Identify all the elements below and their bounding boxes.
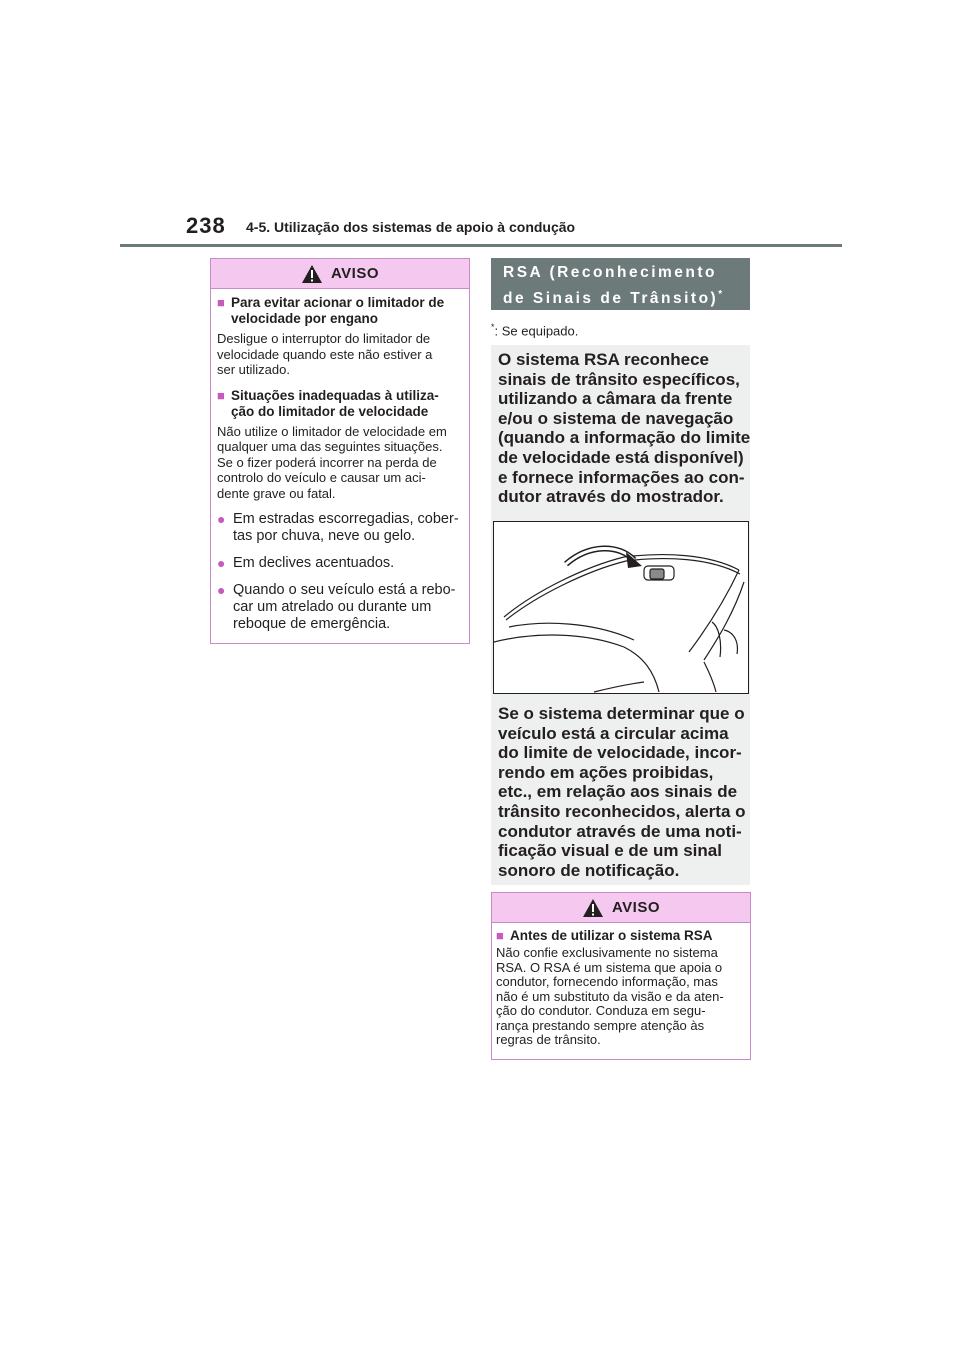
heading-line: Para evitar acionar o limitador de xyxy=(231,295,445,310)
body-line: velocidade quando este não estiver a xyxy=(217,346,433,362)
heading-line: velocidade por engano xyxy=(231,311,379,326)
text-line: dutor através do mostrador. xyxy=(498,487,724,507)
text-line: veículo está a circular acima xyxy=(498,723,729,743)
rsa-alert-text xyxy=(498,704,746,880)
body-line: Desligue o interruptor do limitador de xyxy=(217,331,431,346)
warning-label: AVISO xyxy=(330,265,380,282)
heading-line: RSA (Reconhecimento xyxy=(503,264,718,281)
circle-bullet-icon: ● xyxy=(217,511,226,527)
list-item xyxy=(217,555,463,572)
body-line: não é um substituto da visão e da aten- xyxy=(496,988,724,1004)
body-line: dente grave ou fatal. xyxy=(217,485,336,501)
item-line: Em estradas escorregadias, cober- xyxy=(233,511,459,527)
warning-header xyxy=(211,259,469,289)
text-line: utilizando a câmara da frente xyxy=(498,389,733,409)
warning-body xyxy=(217,424,463,502)
warning-section-heading xyxy=(217,388,463,420)
page-number: 238 xyxy=(186,213,226,238)
car-windshield-drawing xyxy=(494,522,748,693)
circle-bullet-icon: ● xyxy=(217,555,226,571)
warning-label: AVISO xyxy=(611,899,661,916)
rsa-section-heading xyxy=(491,258,750,310)
footnote-text: : Se equipado. xyxy=(494,323,579,339)
heading-line: Situações inadequadas à utiliza- xyxy=(231,387,439,403)
square-bullet-icon: ■ xyxy=(496,928,504,943)
warning-box-left xyxy=(210,258,470,644)
warning-triangle-icon xyxy=(582,898,604,918)
footnote xyxy=(491,322,578,338)
warning-triangle-icon xyxy=(301,264,323,284)
body-line: ção do condutor. Conduza em segu- xyxy=(496,1003,706,1018)
heading-line: de Sinais de Trânsito) xyxy=(503,290,719,308)
list-item xyxy=(217,511,463,545)
body-line: RSA. O RSA é um sistema que apoia o xyxy=(496,959,723,975)
text-line: ficação visual e de um sinal xyxy=(498,841,722,861)
text-line: rendo em ações proibidas, xyxy=(498,762,714,782)
body-line: Não confie exclusivamente no sistema xyxy=(496,945,718,960)
section-title: 4-5. Utilização dos sistemas de apoio à condução xyxy=(246,219,576,235)
text-line: do limite de velocidade, incor- xyxy=(498,743,742,763)
square-bullet-icon: ■ xyxy=(217,295,225,310)
rsa-intro-text xyxy=(498,350,750,507)
heading-line: Antes de utilizar o sistema RSA xyxy=(510,928,713,943)
list-item xyxy=(217,582,463,633)
body-line: regras de trânsito. xyxy=(496,1032,601,1047)
body-line: qualquer uma das seguintes situações. xyxy=(217,439,443,454)
warning-section-heading xyxy=(217,295,463,327)
body-line: Se o fizer poderá incorrer na perda de xyxy=(217,454,437,470)
square-bullet-icon: ■ xyxy=(217,387,225,403)
warning-box-right xyxy=(491,892,751,1060)
circle-bullet-icon: ● xyxy=(217,582,226,598)
text-line: Se o sistema determinar que o xyxy=(498,704,745,723)
body-line: Não utilize o limitador de velocidade em xyxy=(217,423,447,439)
windshield-camera-illustration xyxy=(493,521,749,694)
warning-section-heading xyxy=(496,928,744,944)
text-line: O sistema RSA reconhece xyxy=(498,350,710,369)
body-line: rança prestando sempre atenção às xyxy=(496,1017,705,1033)
warning-header xyxy=(492,893,750,923)
text-line: trânsito reconhecidos, alerta o xyxy=(498,801,746,821)
heading-line: ção do limitador de velocidade xyxy=(231,403,429,419)
body-line: condutor, fornecendo informação, mas xyxy=(496,974,718,989)
body-line: controlo do veículo e causar um aci- xyxy=(217,470,426,485)
text-line: sinais de trânsito específicos, xyxy=(498,369,740,389)
footnote-mark: * xyxy=(491,322,495,332)
item-line: reboque de emergência. xyxy=(233,616,391,632)
text-line: condutor através de uma noti- xyxy=(498,821,742,841)
asterisk-mark: * xyxy=(718,289,723,300)
warning-body xyxy=(496,946,744,1048)
body-line: ser utilizado. xyxy=(217,362,290,377)
header-rule xyxy=(120,244,842,247)
item-line: car um atrelado ou durante um xyxy=(233,599,432,615)
text-line: e fornece informações ao con- xyxy=(498,467,745,487)
text-line: e/ou o sistema de navegação xyxy=(498,408,734,428)
item-line: Quando o seu veículo está a rebo- xyxy=(233,582,456,598)
warning-body xyxy=(217,331,463,378)
text-line: etc., em relação aos sinais de xyxy=(498,782,738,802)
text-line: sonoro de notificação. xyxy=(498,860,680,880)
item-line: tas por chuva, neve ou gelo. xyxy=(233,528,416,544)
text-line: de velocidade está disponível) xyxy=(498,447,744,467)
text-line: (quando a informação do limite xyxy=(498,428,751,448)
item-line: Em declives acentuados. xyxy=(233,555,395,571)
